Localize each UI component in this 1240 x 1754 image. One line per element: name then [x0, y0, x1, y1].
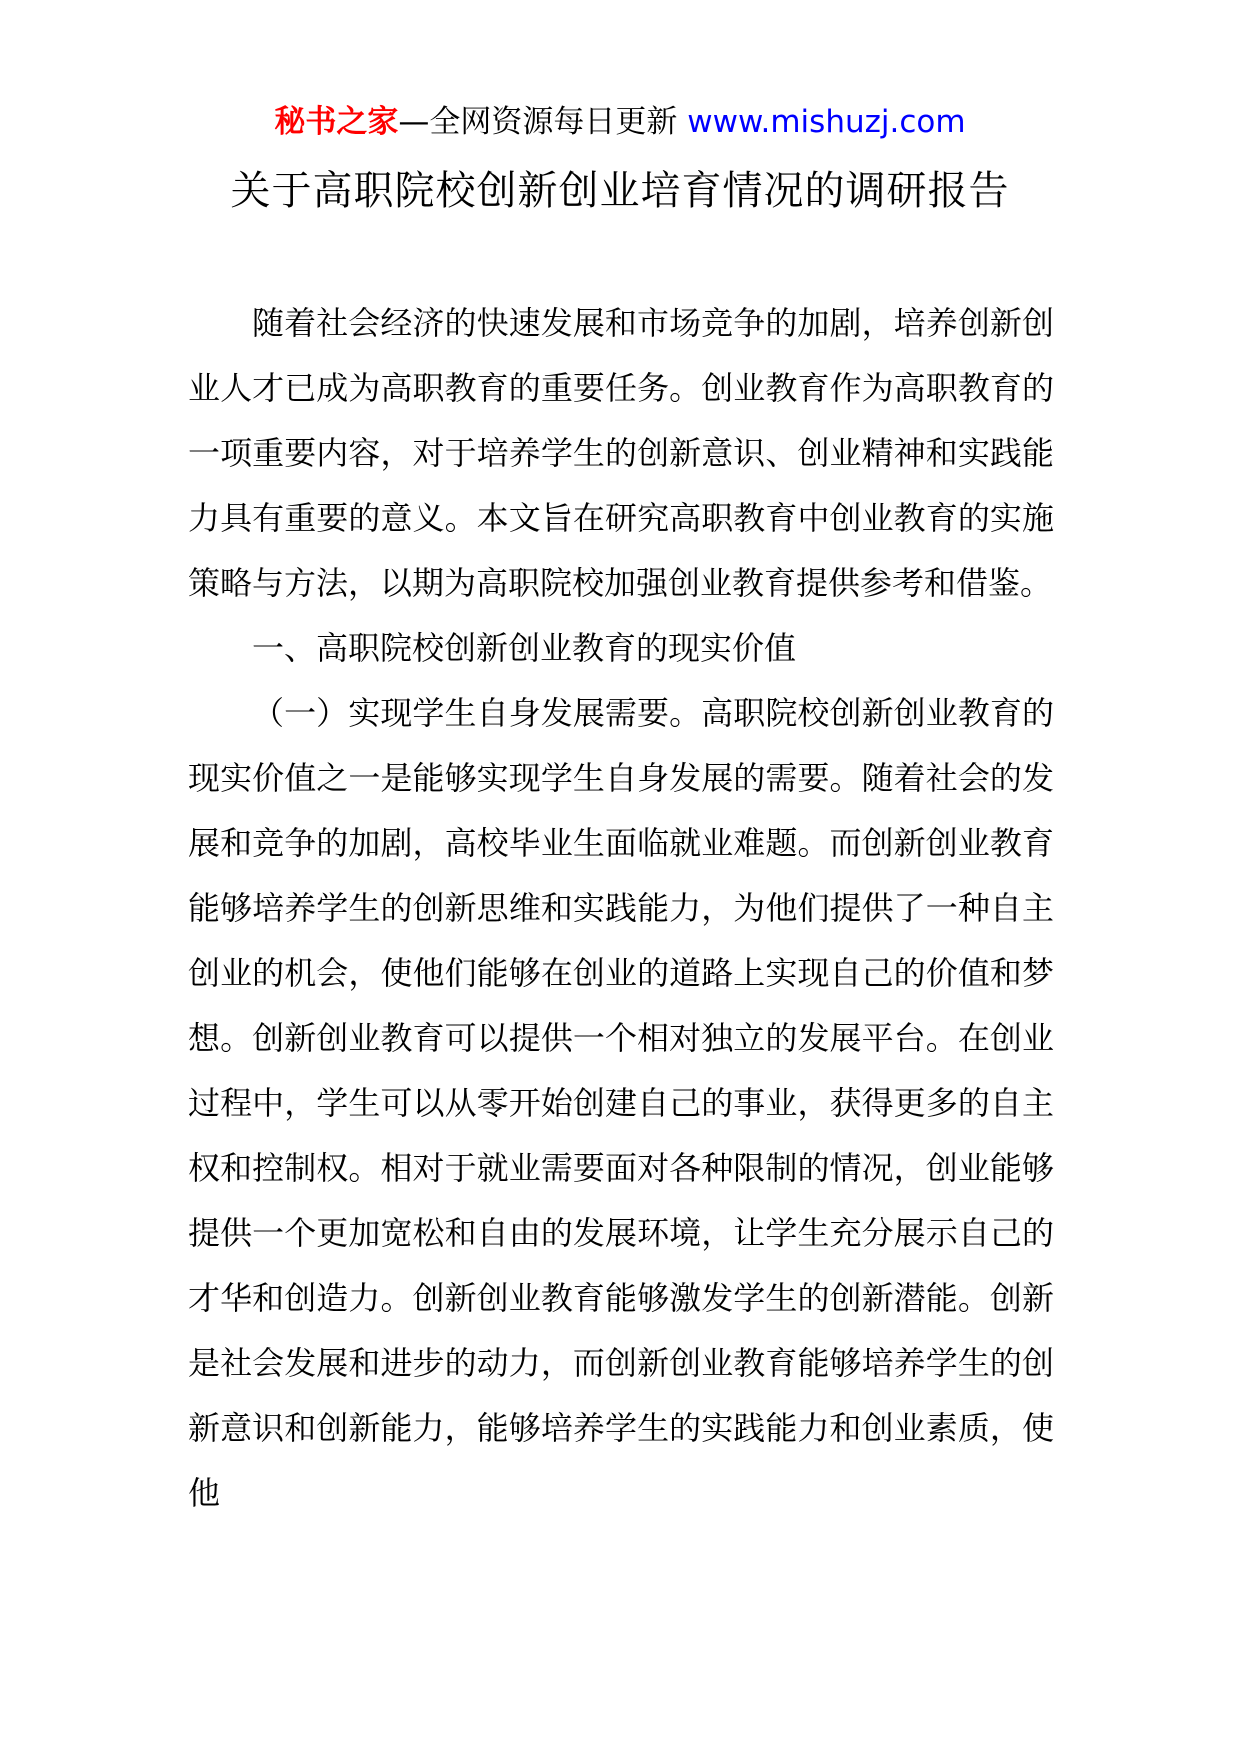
site-header [0, 100, 1240, 144]
document-body [188, 291, 1054, 1526]
body-paragraph: （一）实现学生自身发展需要。高职院校创新创业教育的现实价值之一是能够实现学生自身发展的需要。随着社会的发展和竞争的加剧，高校毕业生面临就业难题。而创新创业教育能够培养学生的创新思维和实践能力，为他们提供了一种自主创业的机会，使他们能够在创业的道路上实现自己的价值和梦想。创新创业教育可以提供一个相对独立的发展平台。在创业过程中，学生可以从零开始创建自己的事业，获得更多的自主权和控制权。相对于就业需要面对各种限制的情况，创业能够提供一个更加宽松和自由的发展环境，让学生充分展示自己的才华和创造力。创新创业教育能够激发学生的创新潜能。创新是社会发展和进步的动力，而创新创业教育能够培养学生的创新意识和创新能力，能够培养学生的实践能力和创业素质，使他 [188, 694, 1054, 1512]
header-tagline: —全网资源每日更新 [398, 104, 688, 140]
site-url-link[interactable]: www.mishuzj.com [687, 104, 966, 140]
intro-paragraph: 随着社会经济的快速发展和市场竞争的加剧，培养创新创业人才已成为高职教育的重要任务。创业教育作为高职教育的一项重要内容，对于培养学生的创新意识、创业精神和实践能力具有重要的意义。本文旨在研究高职教育中创业教育的实施策略与方法，以期为高职院校加强创业教育提供参考和借鉴。 [188, 304, 1054, 602]
brand-name: 秘书之家 [274, 104, 399, 140]
section-heading: 一、高职院校创新创业教育的现实价值 [252, 629, 797, 667]
document-title: 关于高职院校创新创业培育情况的调研报告 [230, 168, 1010, 214]
